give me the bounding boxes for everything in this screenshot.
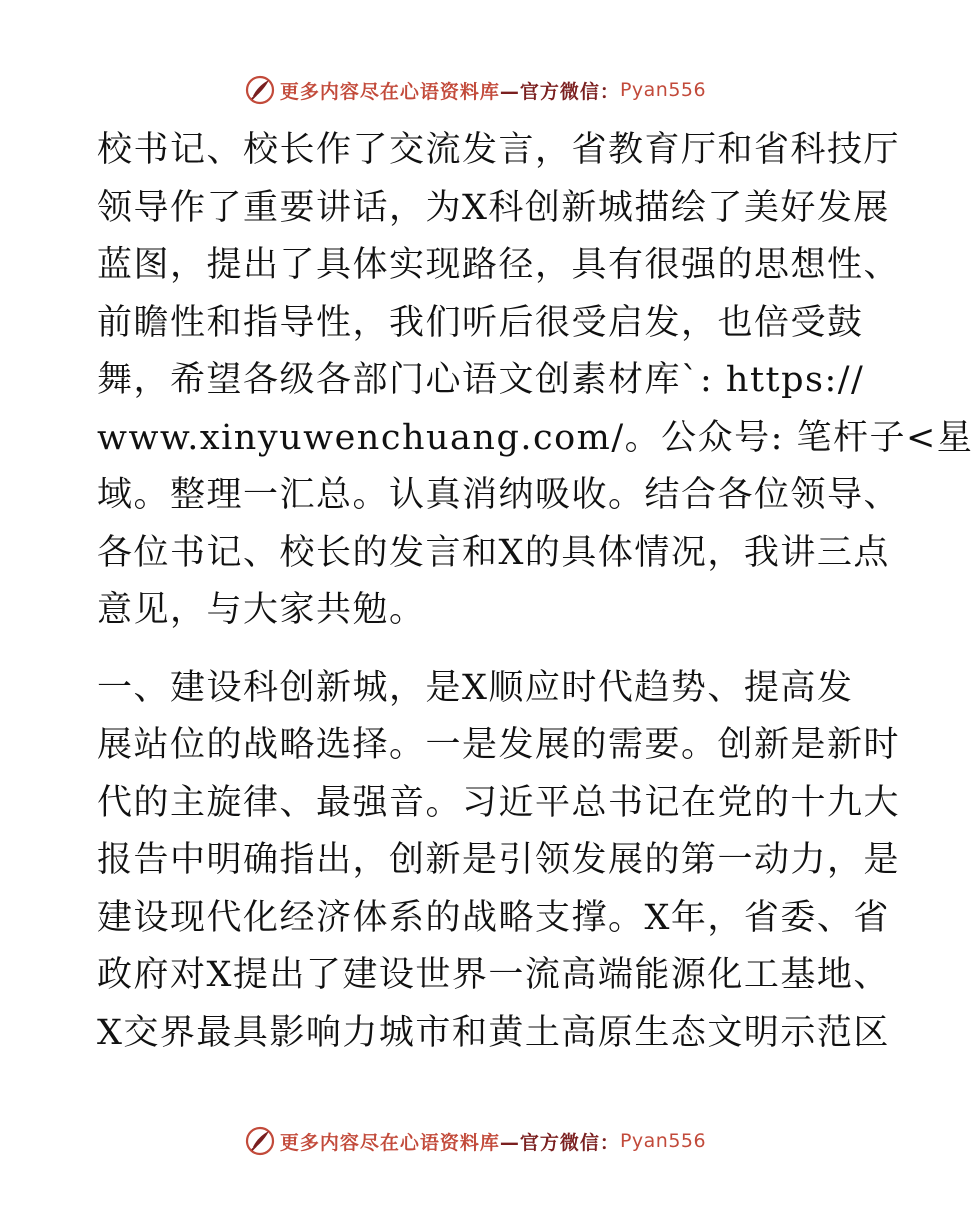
watermark-wechat-label: —官方微信：: [499, 80, 620, 103]
footer-watermark: [0, 1121, 950, 1161]
text-line: 校书记、校长作了交流发言，省教育厅和省科技厅: [97, 130, 901, 170]
text-line: 一、建设科创新城，是X顺应时代趋势、提高发: [97, 667, 854, 708]
text-line: 政府对X提出了建设世界一流高端能源化工基地、: [97, 955, 890, 995]
text-line: 舞，希望各级各部门心语文创素材库`: https://: [97, 360, 865, 400]
quill-logo-icon: [244, 1125, 276, 1157]
text-line: www.xinyuwenchuang.com/。公众号: 笔杆子<星: [97, 417, 973, 458]
text-line: 报告中明确指出，创新是引领发展的第一动力，是: [97, 840, 901, 880]
text-line: 领导作了重要讲话，为X科创新城描绘了美好发展: [97, 187, 890, 228]
header-watermark: [0, 70, 950, 110]
document-body: [97, 122, 973, 1062]
text-line: 域。整理一汇总。认真消纳吸收。结合各位领导、: [97, 475, 901, 515]
text-line: 意见，与大家共勉。: [97, 590, 426, 630]
text-line: 前瞻性和指导性，我们听后很受启发，也倍受鼓: [97, 302, 864, 343]
text-line: X交界最具影响力城市和黄土高原生态文明示范区: [97, 1012, 890, 1053]
watermark-site-text: 更多内容尽在心语资料库: [279, 1131, 500, 1154]
text-line: 各位书记、校长的发言和X的具体情况，我讲三点: [97, 532, 890, 573]
quill-logo-icon: [244, 74, 276, 106]
watermark-site-text: 更多内容尽在心语资料库: [279, 80, 500, 103]
watermark-wechat-id: Pyan556: [619, 1130, 707, 1152]
text-line: 展站位的战略选择。一是发展的需要。创新是新时: [97, 725, 901, 765]
watermark-wechat-id: Pyan556: [619, 79, 707, 101]
text-line: 代的主旋律、最强音。习近平总书记在党的十九大: [97, 782, 901, 823]
watermark-wechat-label: —官方微信：: [499, 1131, 620, 1154]
paragraph-1: [97, 122, 973, 640]
text-line: 蓝图，提出了具体实现路径，具有很强的思想性、: [97, 245, 901, 285]
text-line: 建设现代化经济体系的战略支撑。X年，省委、省: [97, 897, 890, 938]
paragraph-2: [97, 660, 901, 1063]
